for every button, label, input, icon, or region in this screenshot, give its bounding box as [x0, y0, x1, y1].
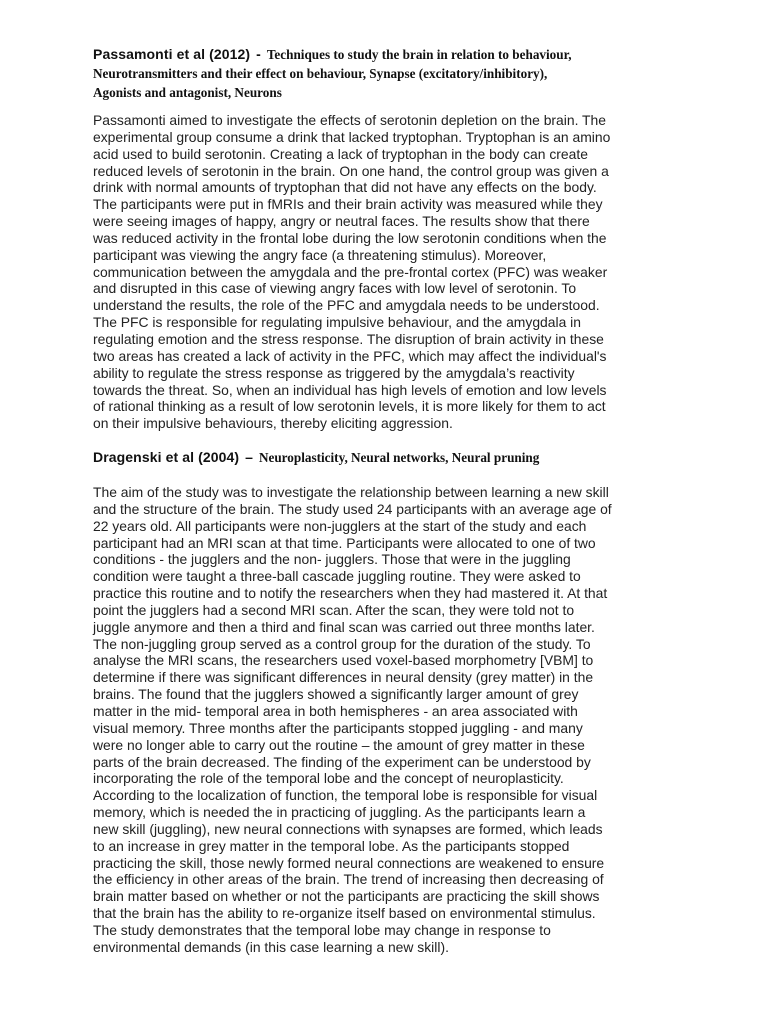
paragraph-line: understand the results, the role of the PFC and amygdala needs to be understood.	[93, 297, 600, 314]
study-summary-passamonti	[93, 112, 685, 432]
study-author: Passamonti et al (2012)	[93, 46, 251, 62]
paragraph-line: juggle anymore and then a third and final scan was carried out three months later.	[93, 618, 595, 635]
paragraph-line: visual memory. Three months after the participants stopped juggling - and many	[93, 719, 583, 736]
paragraph-line: on their impulsive behaviours, thereby eliciting aggression.	[93, 415, 453, 432]
paragraph-line: matter in the mid- temporal area in both hemispheres - an area associated with	[93, 702, 578, 719]
paragraph-line: brains. The found that the jugglers showed a significantly larger amount of grey	[93, 686, 579, 703]
study-topics: Neuroplasticity, Neural networks, Neural pruning	[258, 450, 540, 465]
paragraph-line: parts of the brain decreased. The finding of the experiment can be understood by	[93, 753, 591, 770]
paragraph-line: that the brain has the ability to re-organize itself based on environmental stimulus.	[93, 905, 596, 922]
paragraph-line: conditions - the jugglers and the non- jugglers. Those that were in the juggling	[93, 551, 571, 568]
paragraph-line: and disrupted in this case of viewing angry faces with low level of serotonin. To	[93, 280, 577, 297]
topics-line: Techniques to study the brain in relation to behaviour,	[266, 47, 572, 62]
paragraph-line: According to the localization of function, the temporal lobe is responsible for visual	[93, 787, 598, 804]
paragraph-line: analyse the MRI scans, the researchers used voxel-based morphometry [VBM] to	[93, 652, 594, 669]
section-heading-dragenski	[93, 447, 693, 466]
paragraph-line: The participants were put in fMRIs and their brain activity was measured while they	[93, 196, 603, 213]
paragraph-line: the efficiency in other areas of the brain. The trend of increasing then decreasing of	[93, 871, 604, 888]
paragraph-line: condition were taught a three-ball cascade juggling routine. They were asked to	[93, 568, 581, 585]
paragraph-line: were no longer able to carry out the routine – the amount of grey matter in these	[93, 736, 585, 753]
paragraph-line: practice this routine and to notify the researchers when they had mastered it. At that	[93, 585, 608, 602]
paragraph-line: brain matter based on whether or not the participants are practicing the skill shows	[93, 888, 600, 905]
paragraph-line: two areas has created a lack of activity in the PFC, which may affect the individual's	[93, 347, 607, 364]
paragraph-line: The aim of the study was to investigate the relationship between learning a new skill	[93, 484, 609, 500]
paragraph-line: acid used to build serotonin. Creating a lack of tryptophan in the body can create	[93, 145, 588, 162]
topics-line: Neurotransmitters and their effect on behaviour, Synapse (excitatory/inhibitory),	[93, 66, 548, 81]
paragraph-line: Passamonti aimed to investigate the effects of serotonin depletion on the brain. The	[93, 112, 606, 128]
study-author: Dragenski et al (2004)	[93, 449, 240, 465]
heading-separator: –	[245, 449, 253, 465]
paragraph-line: was reduced activity in the frontal lobe during the low serotonin conditions when the	[93, 229, 607, 246]
section-heading-passamonti	[93, 44, 693, 101]
paragraph-line: new skill (juggling), new neural connections with synapses are formed, which leads	[93, 820, 603, 837]
topics-line: Agonists and antagonist, Neurons	[93, 85, 282, 100]
paragraph-line: regulating emotion and the stress response. The disruption of brain activity in these	[93, 330, 604, 347]
paragraph-line: to an increase in grey matter in the temporal lobe. As the participants stopped	[93, 837, 570, 854]
paragraph-line: The PFC is responsible for regulating impulsive behaviour, and the amygdala in	[93, 314, 581, 331]
paragraph-line: incorporating the role of the temporal lobe and the concept of neuroplasticity.	[93, 770, 564, 787]
paragraph-line: of rational thinking as a result of low serotonin levels, it is more likely for them to act	[93, 398, 606, 415]
paragraph-line: The study demonstrates that the temporal lobe may change in response to	[93, 921, 551, 938]
paragraph-line: participant had an MRI scan at that time. Participants were allocated to one of two	[93, 534, 596, 551]
heading-separator: -	[256, 46, 261, 62]
paragraph-line: point the jugglers had a second MRI scan. After the scan, they were told not to	[93, 601, 575, 618]
paragraph-line: reduced levels of serotonin in the brain. On one hand, the control group was given a	[93, 162, 609, 179]
paragraph-line: towards the threat. So, when an individual has high levels of emotion and low levels	[93, 381, 607, 398]
paragraph-line: communication between the amygdala and the pre-frontal cortex (PFC) was weaker	[93, 263, 608, 280]
paragraph-line: and the structure of the brain. The study used 24 participants with an average age of	[93, 500, 612, 517]
paragraph-line: drink with normal amounts of tryptophan that did not have any effects on the body.	[93, 179, 597, 196]
study-summary-dragenski	[93, 484, 685, 956]
paragraph-line: 22 years old. All participants were non-jugglers at the start of the study and each	[93, 517, 587, 534]
paragraph-line: ability to regulate the stress response as triggered by the amygdala’s reactivity	[93, 364, 575, 381]
paragraph-line: determine if there was significant differences in neural density (grey matter) in the	[93, 669, 594, 686]
paragraph-line: experimental group consume a drink that lacked tryptophan. Tryptophan is an amino	[93, 128, 611, 145]
paragraph-line: memory, which is needed the in practicing of juggling. As the participants learn a	[93, 804, 586, 821]
paragraph-line: environmental demands (in this case learning a new skill).	[93, 938, 449, 955]
paragraph-line: were seeing images of happy, angry or neutral faces. The results show that there	[93, 213, 590, 230]
paragraph-line: The non-juggling group served as a control group for the duration of the study. To	[93, 635, 591, 652]
paragraph-line: participant was viewing the angry face (a threatening stimulus). Moreover,	[93, 246, 547, 263]
paragraph-line: practicing the skill, those newly formed neural connections are weakened to ensure	[93, 854, 605, 871]
